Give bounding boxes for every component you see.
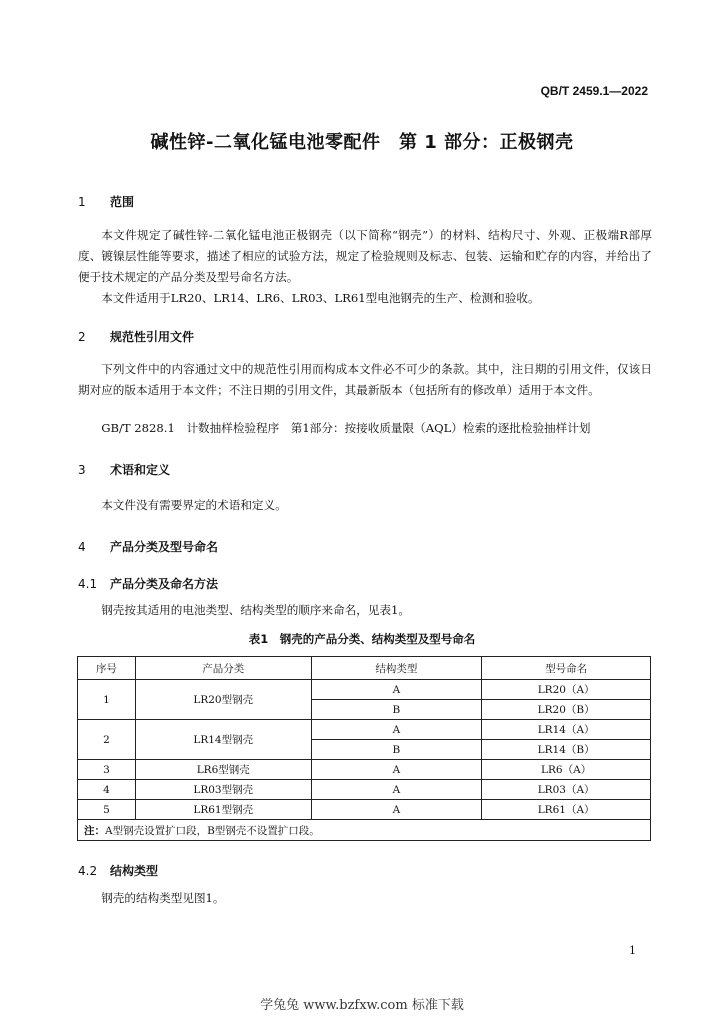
section-2-paragraph-1: 下列文件中的内容通过文中的规范性引用而构成本文件必不可少的条款。其中，注日期的引用文件，仅该日期对应的版本适用于本文件；不注日期的引用文件，其最新版本（包括所有的修改单）适用于本文件。: [78, 362, 652, 397]
header-cell-serial: 序号: [78, 657, 136, 680]
section-1-paragraph-1: 本文件规定了碱性锌-二氧化锰电池正极钢壳（以下简称“钢壳”）的材料、结构尺寸、外观、正极端R部厚度、镀镍层性能等要求，描述了相应的试验方法，规定了检验规则及标志、包装、运输和贮存的内容，并给出了便于技术规定的产品分类及型号命名方法。: [78, 228, 652, 284]
structure-type-cell: B: [311, 740, 482, 760]
structure-type-cell: A: [311, 780, 482, 800]
table-row: [78, 780, 651, 800]
section-3-heading: [78, 461, 170, 478]
table-note-row: [78, 820, 651, 841]
section-1-paragraph-2: 本文件适用于LR20、LR14、LR6、LR03、LR61型电池钢壳的生产、检测和验收。: [101, 291, 540, 305]
section-3-paragraph-1: 本文件没有需要界定的术语和定义。: [101, 498, 287, 512]
structure-type-cell: A: [311, 680, 482, 700]
section-number: 4.1: [78, 577, 98, 591]
category-cell: LR14型钢壳: [135, 720, 311, 760]
model-name-cell: LR20（B）: [482, 700, 651, 720]
structure-type-cell: A: [311, 760, 482, 780]
section-4-heading: [78, 538, 218, 555]
product-classification-table: [77, 656, 651, 841]
table-header-row: [78, 657, 651, 680]
serial-cell: 1: [78, 680, 136, 720]
category-cell: LR03型钢壳: [135, 780, 311, 800]
header-cell-structure-type: 结构类型: [311, 657, 482, 680]
section-number: 2: [78, 330, 86, 344]
note-text: A型钢壳设置扩口段，B型钢壳不设置扩口段。: [105, 824, 320, 837]
section-4-1-paragraph-1: 钢壳按其适用的电池类型、结构类型的顺序来命名，见表1。: [101, 603, 411, 617]
model-name-cell: LR14（A）: [482, 720, 651, 740]
section-title: 术语和定义: [110, 463, 171, 477]
document-title: 碱性锌-二氧化锰电池零配件 第 1 部分：正极钢壳: [150, 132, 574, 153]
table-row: [78, 720, 651, 740]
structure-type-cell: A: [311, 720, 482, 740]
section-title: 产品分类及型号命名: [110, 540, 219, 554]
table-note: [78, 820, 651, 841]
section-title: 范围: [110, 195, 135, 209]
section-number: 4.2: [78, 864, 98, 878]
section-4-2-heading: [78, 862, 158, 879]
serial-cell: 5: [78, 800, 136, 820]
section-title: 规范性引用文件: [110, 330, 195, 344]
serial-cell: 3: [78, 760, 136, 780]
category-cell: LR20型钢壳: [135, 680, 311, 720]
section-1-heading: [78, 193, 134, 210]
model-name-cell: LR03（A）: [482, 780, 651, 800]
table-row: [78, 800, 651, 820]
header-cell-model-name: 型号命名: [482, 657, 651, 680]
model-name-cell: LR20（A）: [482, 680, 651, 700]
section-2-heading: [78, 328, 194, 345]
note-label: 注：: [84, 824, 105, 837]
header-cell-category: 产品分类: [135, 657, 311, 680]
model-name-cell: LR6（A）: [482, 760, 651, 780]
section-number: 1: [78, 195, 86, 209]
model-name-cell: LR61（A）: [482, 800, 651, 820]
section-title: 结构类型: [110, 864, 159, 878]
section-4-2-paragraph-1: 钢壳的结构类型见图1。: [101, 891, 225, 905]
table-row: [78, 680, 651, 700]
structure-type-cell: B: [311, 700, 482, 720]
download-footer: 学兔兔 www.bzfxw.com 标准下载: [260, 998, 464, 1013]
table-row: [78, 760, 651, 780]
serial-cell: 4: [78, 780, 136, 800]
category-cell: LR6型钢壳: [135, 760, 311, 780]
section-title: 产品分类及命名方法: [110, 577, 219, 591]
category-cell: LR61型钢壳: [135, 800, 311, 820]
section-4-1-heading: [78, 575, 218, 592]
section-number: 4: [78, 540, 86, 554]
section-number: 3: [78, 463, 86, 477]
page-number: 1: [629, 944, 636, 957]
normative-reference: GB/T 2828.1 计数抽样检验程序 第1部分：按接收质量限（AQL）检索的逐批检验抽样计划: [101, 421, 591, 435]
model-name-cell: LR14（B）: [482, 740, 651, 760]
standard-code: QB/T 2459.1—2022: [540, 84, 648, 98]
structure-type-cell: A: [311, 800, 482, 820]
table-caption: 表1 钢壳的产品分类、结构类型及型号命名: [248, 632, 476, 646]
serial-cell: 2: [78, 720, 136, 760]
